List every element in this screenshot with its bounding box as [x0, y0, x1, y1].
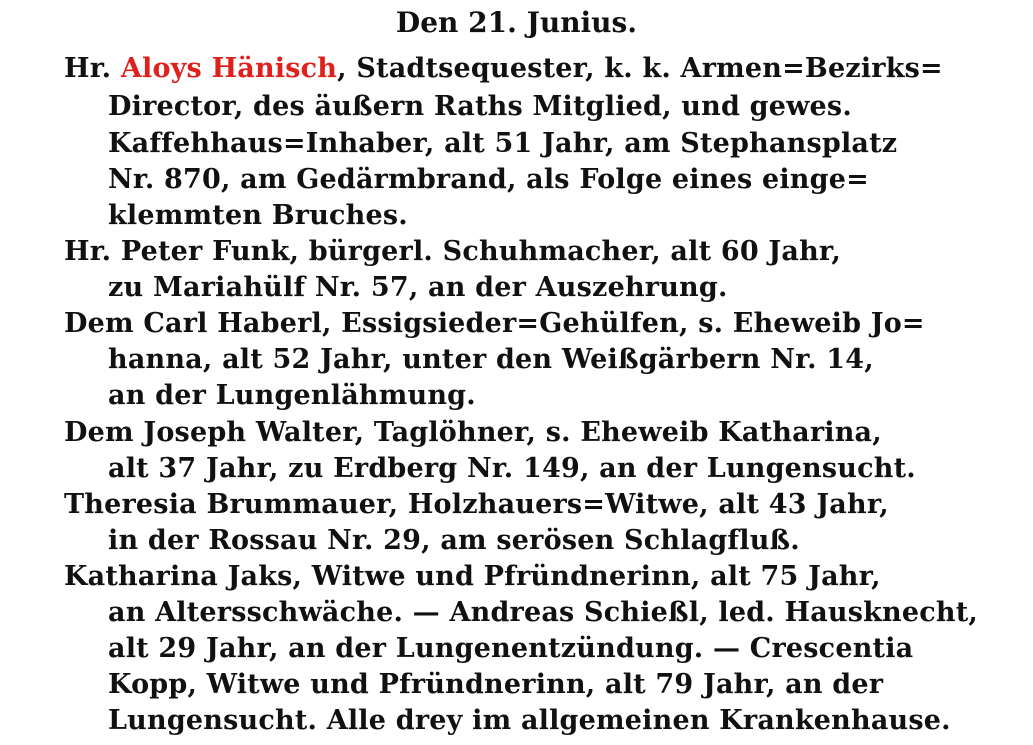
entry-5-line-2: in der Rossau Nr. 29, am serösen Schlagfluß.	[108, 525, 800, 556]
entry-1-line-3: Kaffehhaus=Inhaber, alt 51 Jahr, am Stephansplatz	[108, 128, 898, 159]
entry-4-line-2: alt 37 Jahr, zu Erdberg Nr. 149, an der Lungensucht.	[108, 453, 916, 484]
entry-6-line-3: alt 29 Jahr, an der Lungenentzündung. — Crescentia	[108, 633, 914, 664]
entry-6-line-1: Katharina Jaks, Witwe und Pfründnerinn, alt 75 Jahr,	[64, 561, 881, 592]
page-heading: Den 21. Junius.	[395, 6, 638, 39]
entry-3-line-1: Dem Carl Haberl, Essigsieder=Gehülfen, s. Eheweib Jo=	[64, 308, 925, 339]
entry-1-line-5: klemmten Bruches.	[108, 200, 408, 231]
entry-2-line-2: zu Mariahülf Nr. 57, an der Auszehrung.	[108, 272, 728, 303]
entry-1-line-1-text: , Stadtsequester, k. k. Armen=Bezirks=	[337, 53, 943, 84]
highlighted-name: Aloys Hänisch	[120, 53, 338, 84]
entry-3-line-3: an der Lungenlähmung.	[108, 380, 476, 411]
entry-1-line-2: Director, des äußern Raths Mitglied, und gewes.	[108, 91, 852, 122]
entry-1-prefix: Hr.	[64, 53, 121, 84]
entry-2-line-1: Hr. Peter Funk, bürgerl. Schuhmacher, alt 60 Jahr,	[64, 236, 841, 267]
entry-6-line-5: Lungensucht. Alle drey im allgemeinen Krankenhause.	[108, 705, 951, 736]
entry-6-line-2: an Altersschwäche. — Andreas Schießl, led. Hausknecht,	[108, 597, 979, 628]
entry-3-line-2: hanna, alt 52 Jahr, unter den Weißgärbern Nr. 14,	[108, 344, 874, 375]
entry-1-line-1	[64, 52, 943, 86]
entry-5-line-1: Theresia Brummauer, Holzhauers=Witwe, alt 43 Jahr,	[64, 489, 889, 520]
entry-6-line-4: Kopp, Witwe und Pfründnerinn, alt 79 Jahr, an der	[108, 669, 884, 700]
entry-1-line-4: Nr. 870, am Gedärmbrand, als Folge eines einge=	[108, 164, 869, 195]
entry-4-line-1: Dem Joseph Walter, Taglöhner, s. Eheweib Katharina,	[64, 417, 882, 448]
